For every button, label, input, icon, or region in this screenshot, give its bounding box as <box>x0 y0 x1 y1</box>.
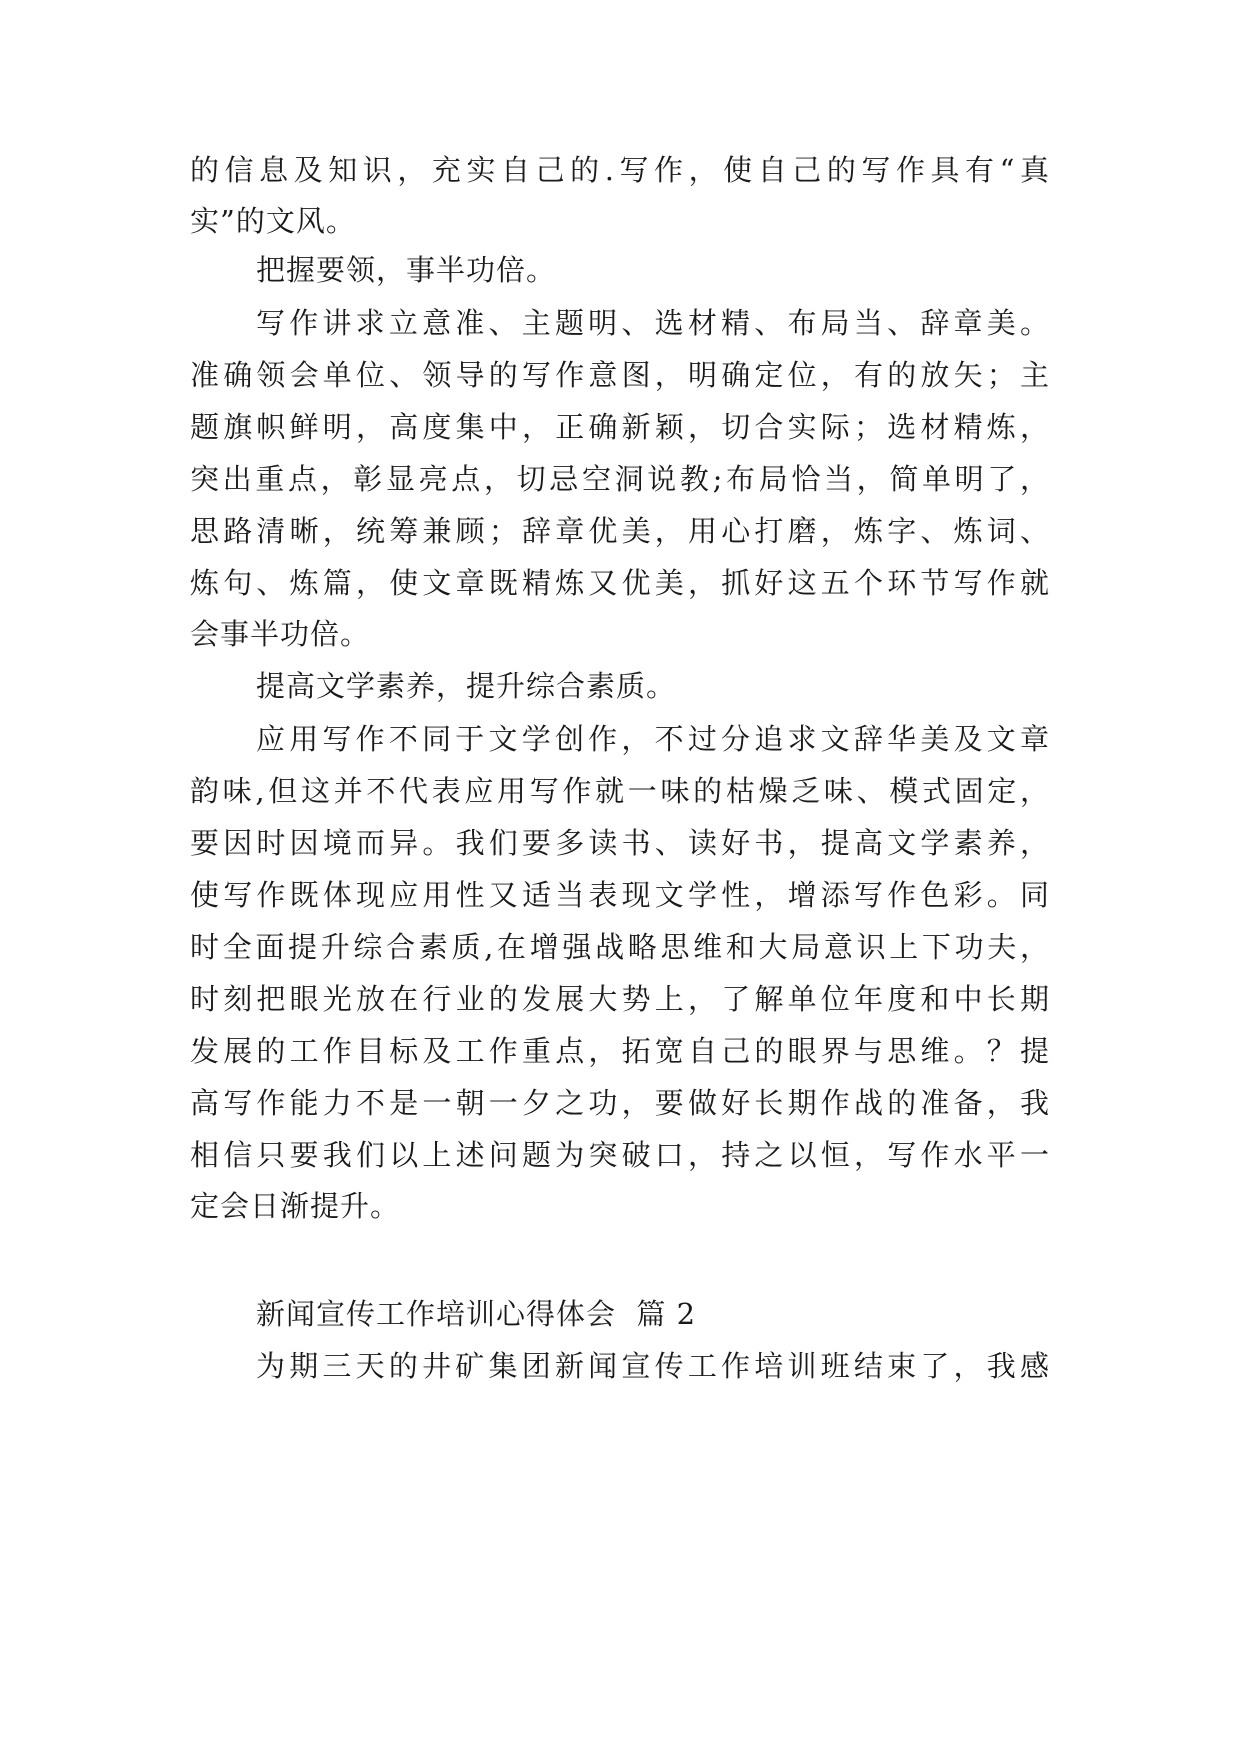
text-line: 时刻把眼光放在行业的发展大势上，了解单位年度和中长期 <box>190 982 1050 1016</box>
text-line: 炼句、炼篇，使文章既精炼又优美，抓好这五个环节写作就 <box>190 566 1050 600</box>
paragraph-heading: 把握要领，事半功倍。 <box>256 253 557 287</box>
text-line: 定会日渐提升。 <box>190 1189 401 1223</box>
text-line: 为期三天的井矿集团新闻宣传工作培训班结束了，我感 <box>256 1349 1050 1383</box>
text-line: 时全面提升综合素质,在增强战略思维和大局意识上下功夫， <box>190 930 1050 964</box>
text-line: 发展的工作目标及工作重点，拓宽自己的眼界与思维。？提 <box>190 1034 1050 1068</box>
text-line: 写作讲求立意准、主题明、选材精、布局当、辞章美。 <box>256 306 1050 340</box>
text-line: 应用写作不同于文学创作，不过分追求文辞华美及文章 <box>256 722 1050 756</box>
text-line: 韵味,但这并不代表应用写作就一味的枯燥乏味、模式固定， <box>190 774 1050 808</box>
section-heading: 新闻宣传工作培训心得体会 篇 2 <box>256 1297 697 1331</box>
text-line: 突出重点，彰显亮点，切忌空洞说教;布局恰当，简单明了， <box>190 462 1050 496</box>
text-line: 实”的文风。 <box>190 204 356 238</box>
text-line: 准确领会单位、领导的写作意图，明确定位，有的放矢；主 <box>190 358 1050 392</box>
text-line: 会事半功倍。 <box>190 617 371 651</box>
text-line: 要因时因境而异。我们要多读书、读好书，提高文学素养， <box>190 826 1050 860</box>
text-line: 的信息及知识，充实自己的.写作，使自己的写作具有“真 <box>190 153 1050 187</box>
text-line: 使写作既体现应用性又适当表现文学性，增添写作色彩。同 <box>190 878 1050 912</box>
text-line: 思路清晰，统筹兼顾；辞章优美，用心打磨，炼字、炼词、 <box>190 514 1050 548</box>
text-line: 题旗帜鲜明，高度集中，正确新颖，切合实际；选材精炼， <box>190 410 1050 444</box>
text-line: 高写作能力不是一朝一夕之功，要做好长期作战的准备，我 <box>190 1086 1050 1120</box>
paragraph-heading: 提高文学素养，提升综合素质。 <box>256 669 677 703</box>
text-line: 相信只要我们以上述问题为突破口，持之以恒，写作水平一 <box>190 1138 1050 1172</box>
